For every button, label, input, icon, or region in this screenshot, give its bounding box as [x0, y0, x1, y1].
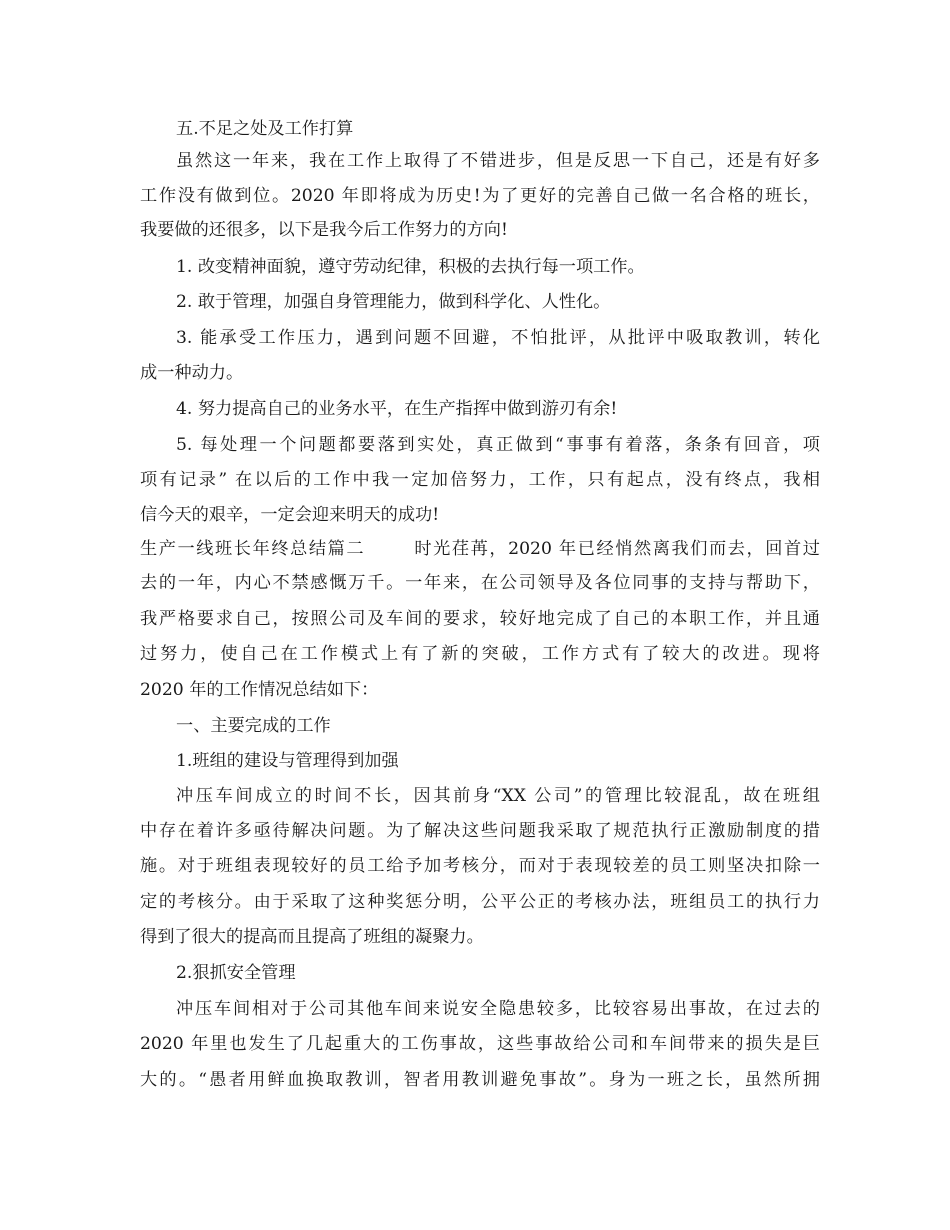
section-heading: 五.不足之处及工作打算	[176, 119, 354, 139]
paragraph-line: 2020 年里也发生了几起重大的工伤事故，这些事故给公司和车间带来的损失是巨	[140, 1034, 820, 1054]
list-item: 2. 敢于管理，加强自身管理能力，做到科学化、人性化。	[176, 292, 611, 312]
subsection-heading: 1.班组的建设与管理得到加强	[176, 751, 399, 771]
paragraph-line: 去的一年，内心不禁感慨万千。一年来，在公司领导及各位同事的支持与帮助下，	[140, 573, 820, 593]
list-item-continuation: 成一种动力。	[140, 363, 244, 383]
paragraph-line: 过努力，使自己在工作模式上有了新的突破，工作方式有了较大的改进。现将	[140, 644, 820, 664]
paragraph-line: 定的考核分。由于采取了这种奖惩分明，公平公正的考核办法，班组员工的执行力	[140, 892, 820, 912]
article-title-line: 生产一线班长年终总结篇二 时光荏苒，2020 年已经悄然离我们而去，回首过	[140, 539, 820, 559]
paragraph-line: 大的。“愚者用鲜血换取教训，智者用教训避免事故”。身为一班之长，虽然所拥	[140, 1070, 820, 1090]
paragraph-line: 得到了很大的提高而且提高了班组的凝聚力。	[140, 927, 484, 947]
paragraph-line: 冲压车间成立的时间不长，因其前身“XX 公司”的管理比较混乱，故在班组	[176, 786, 820, 806]
list-item: 5. 每处理一个问题都要落到实处，真正做到“事事有着落，条条有回音，项	[176, 435, 820, 455]
list-item: 3. 能承受工作压力，遇到问题不回避，不怕批评，从批评中吸取教训，转化	[176, 328, 820, 348]
paragraph-line: 我要做的还很多，以下是我今后工作努力的方向!	[140, 220, 508, 240]
paragraph-line: 工作没有做到位。2020 年即将成为历史!为了更好的完善自己做一名合格的班长，	[140, 186, 820, 206]
paragraph-line: 虽然这一年来，我在工作上取得了不错进步，但是反思一下自己，还是有好多	[176, 151, 820, 171]
list-item-continuation: 信今天的艰辛，一定会迎来明天的成功!	[140, 505, 440, 525]
paragraph-line: 施。对于班组表现较好的员工给予加考核分，而对于表现较差的员工则坚决扣除一	[140, 856, 820, 876]
paragraph-line: 中存在着许多亟待解决问题。为了解决这些问题我采取了规范执行正激励制度的措	[140, 821, 820, 841]
list-item: 1. 改变精神面貌，遵守劳动纪律，积极的去执行每一项工作。	[176, 257, 645, 277]
paragraph-line: 我严格要求自己，按照公司及车间的要求，较好地完成了自己的本职工作，并且通	[140, 609, 820, 629]
paragraph-line: 冲压车间相对于公司其他车间来说安全隐患较多，比较容易出事故，在过去的	[176, 999, 820, 1019]
paragraph-line: 2020 年的工作情况总结如下：	[140, 680, 379, 700]
list-item: 4. 努力提高自己的业务水平，在生产指挥中做到游刃有余!	[176, 399, 618, 419]
section-heading: 一、主要完成的工作	[176, 716, 331, 736]
subsection-heading: 2.狠抓安全管理	[176, 963, 296, 983]
list-item-continuation: 项有记录” 在以后的工作中我一定加倍努力，工作，只有起点，没有终点，我相	[140, 470, 820, 490]
